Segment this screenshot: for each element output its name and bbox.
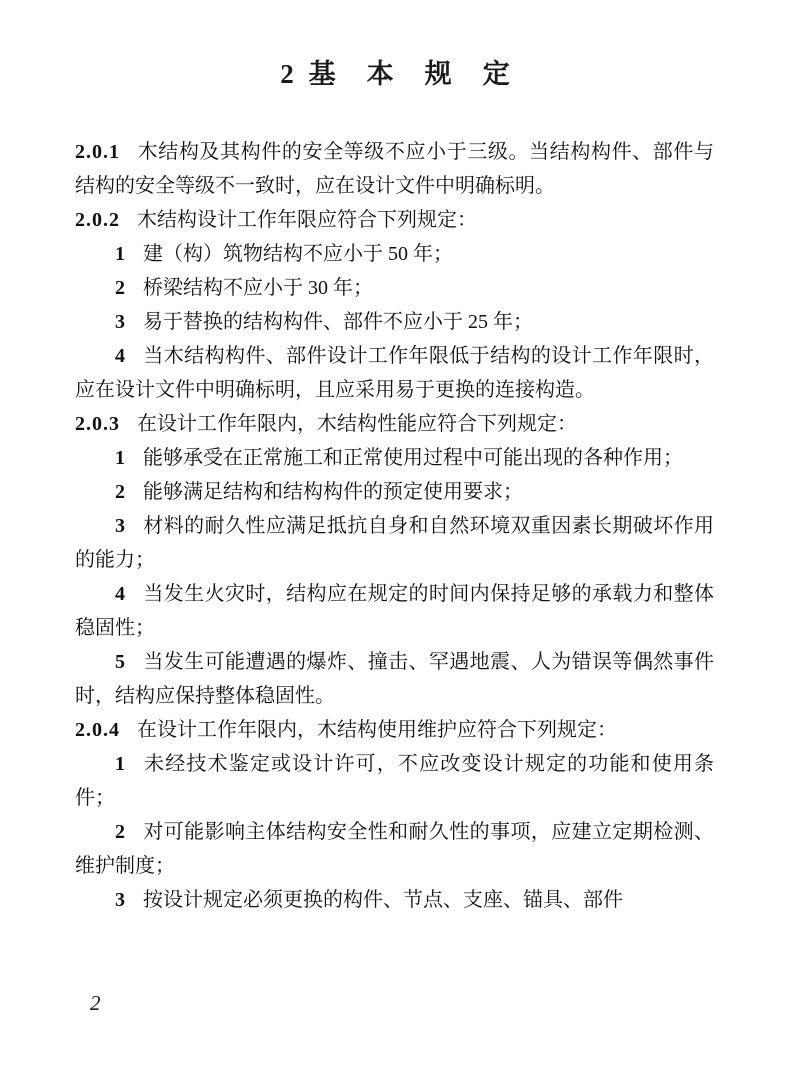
paragraph-text: 当发生火灾时，结构应在规定的时间内保持足够的承载力和整体稳固性； (75, 583, 714, 639)
paragraph-number: 3 (115, 515, 126, 537)
sub-item-paragraph (75, 815, 714, 883)
paragraph-text: 桥梁结构不应小于 30 年； (143, 277, 373, 299)
chapter-title (0, 0, 790, 91)
paragraph-number: 4 (115, 583, 126, 605)
paragraph-text: 在设计工作年限内，木结构性能应符合下列规定： (137, 413, 577, 435)
paragraph-text: 木结构及其构件的安全等级不应小于三级。当结构构件、部件与结构的安全等级不一致时，应在设计文件中明确标明。 (75, 141, 714, 197)
paragraph-text: 木结构设计工作年限应符合下列规定： (137, 209, 477, 231)
paragraph-text: 在设计工作年限内，木结构使用维护应符合下列规定： (137, 719, 617, 741)
chapter-title-text: 基 本 规 定 (308, 59, 522, 89)
paragraph-number: 2.0.2 (75, 209, 120, 231)
paragraph-text: 能够承受在正常施工和正常使用过程中可能出现的各种作用； (143, 447, 683, 469)
sub-item-paragraph (75, 271, 714, 305)
paragraph-number: 2 (115, 277, 126, 299)
sub-item-paragraph (75, 509, 714, 577)
paragraph-number: 1 (115, 243, 126, 265)
paragraph-number: 5 (115, 651, 126, 673)
sub-item-paragraph (75, 441, 714, 475)
sub-item-paragraph (75, 305, 714, 339)
paragraph-number: 3 (115, 311, 126, 333)
paragraph-text: 按设计规定必须更换的构件、节点、支座、锚具、部件 (143, 889, 623, 911)
paragraph-number: 2 (115, 821, 126, 843)
paragraph-number: 4 (115, 345, 126, 367)
sub-item-paragraph (75, 645, 714, 713)
sub-item-paragraph (75, 237, 714, 271)
clause-paragraph (75, 203, 714, 237)
paragraph-number: 1 (115, 447, 126, 469)
sub-item-paragraph (75, 577, 714, 645)
sub-item-paragraph (75, 747, 714, 815)
sub-item-paragraph (75, 883, 714, 917)
paragraph-text: 当发生可能遭遇的爆炸、撞击、罕遇地震、人为错误等偶然事件时，结构应保持整体稳固性。 (75, 651, 714, 707)
document-body (0, 135, 790, 917)
paragraph-number: 2.0.3 (75, 413, 120, 435)
paragraph-text: 未经技术鉴定或设计许可，不应改变设计规定的功能和使用条件； (75, 753, 714, 809)
chapter-number: 2 (280, 59, 294, 89)
paragraph-text: 对可能影响主体结构安全性和耐久性的事项，应建立定期检测、维护制度； (75, 821, 714, 877)
paragraph-number: 1 (115, 753, 126, 775)
sub-item-paragraph (75, 475, 714, 509)
paragraph-number: 3 (115, 889, 126, 911)
paragraph-number: 2.0.4 (75, 719, 120, 741)
clause-paragraph (75, 407, 714, 441)
paragraph-number: 2 (115, 481, 126, 503)
paragraph-text: 能够满足结构和结构构件的预定使用要求； (143, 481, 523, 503)
clause-paragraph (75, 713, 714, 747)
paragraph-text: 易于替换的结构构件、部件不应小于 25 年； (143, 311, 533, 333)
paragraph-number: 2.0.1 (75, 141, 120, 163)
sub-item-paragraph (75, 339, 714, 407)
paragraph-text: 建（构）筑物结构不应小于 50 年； (143, 243, 453, 265)
paragraph-text: 材料的耐久性应满足抵抗自身和自然环境双重因素长期破坏作用的能力； (75, 515, 714, 571)
page-number: 2 (90, 991, 101, 1015)
clause-paragraph (75, 135, 714, 203)
paragraph-text: 当木结构构件、部件设计工作年限低于结构的设计工作年限时，应在设计文件中明确标明，且应采用易于更换的连接构造。 (75, 345, 714, 401)
